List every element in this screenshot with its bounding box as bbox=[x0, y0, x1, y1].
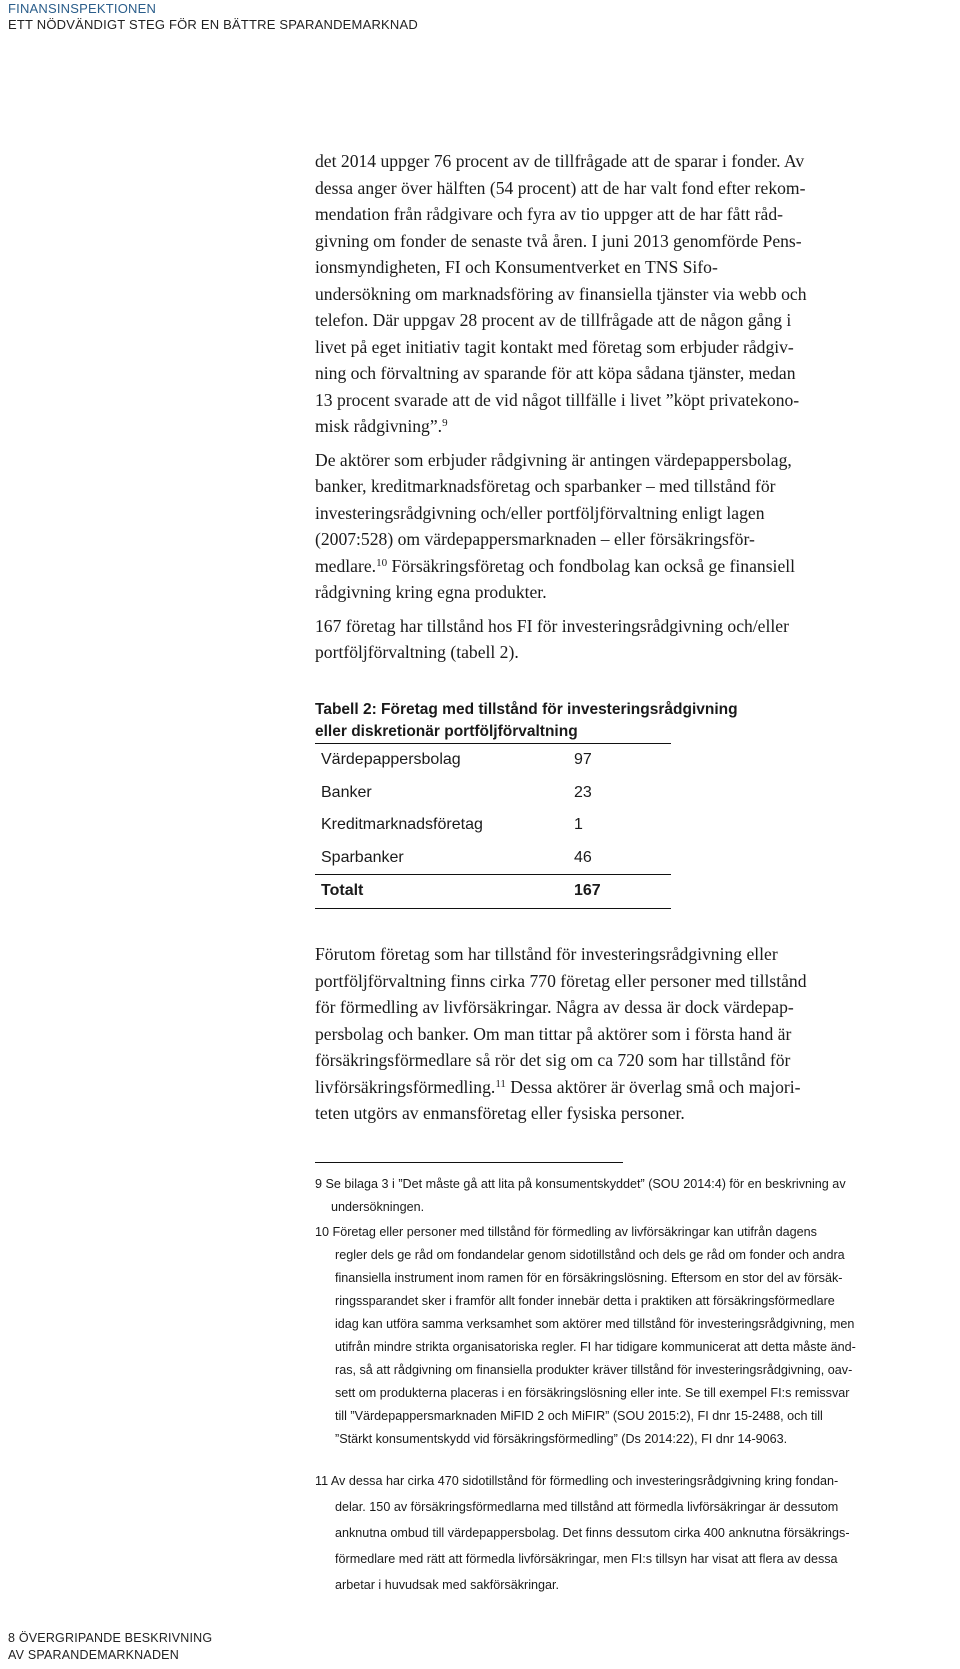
footnote-line: idag kan utföra samma verksamhet som aktörer med tillstånd för investeringsrådgivning, men bbox=[335, 1317, 855, 1331]
text-line: teten utgörs av enmansföretag eller fysiska personer. bbox=[315, 1103, 685, 1123]
footnote-separator bbox=[315, 1162, 623, 1163]
table-cell-value: 23 bbox=[574, 783, 592, 801]
table-cell-label: Värdepappersbolag bbox=[321, 751, 461, 768]
text-line: banker, kreditmarknadsföretag och sparbanker – med tillstånd för bbox=[315, 476, 776, 496]
text-line: Förutom företag som har tillstånd för investeringsrådgivning eller bbox=[315, 944, 778, 964]
text-line: ning och förvaltning av sparande för att köpa sådana tjänster, medan bbox=[315, 363, 796, 383]
footnote-line: arbetar i huvudsak med sakförsäkringar. bbox=[335, 1578, 559, 1592]
footnote-line: regler dels ge råd om fondandelar genom sidotillstånd och dels ge råd om fonder och andra bbox=[335, 1248, 845, 1262]
table-cell-label: Kreditmarknadsföretag bbox=[321, 816, 483, 833]
footnote-11 bbox=[315, 1468, 945, 1598]
table-title: Tabell 2: Företag med tillstånd för investeringsrådgivning bbox=[315, 701, 738, 718]
text-fragment: Dessa aktörer är överlag små och majori- bbox=[505, 1076, 801, 1097]
footnote-line: till ”Värdepappersmarknaden MiFID 2 och MiFIR” (SOU 2015:2), FI dnr 15-2488, och till bbox=[335, 1409, 823, 1423]
text-line: telefon. Där uppgav 28 procent av de tillfrågade att de någon gång i bbox=[315, 310, 792, 330]
text-line: 167 företag har tillstånd hos FI för investeringsrådgivning och/eller bbox=[315, 615, 789, 636]
footnote-line: 11 Av dessa har cirka 470 sidotillstånd för förmedling och investeringsrådgivning kring fondan- bbox=[315, 1474, 839, 1488]
count-paragraph bbox=[315, 613, 940, 666]
text-line: givning om fonder de senaste två åren. I juni 2013 genomförde Pens- bbox=[315, 230, 802, 251]
actors-paragraph bbox=[315, 447, 940, 606]
table-total-label: Totalt bbox=[321, 882, 364, 899]
table-cell-value: 46 bbox=[574, 848, 592, 866]
text-fragment: medlare. bbox=[315, 555, 377, 576]
text-line: för förmedling av livförsäkringar. Några av dessa är dock värdepap- bbox=[315, 997, 794, 1017]
footnote-line: anknutna ombud till värdepappersbolag. Det finns dessutom cirka 400 anknutna försäkrings- bbox=[335, 1526, 850, 1540]
text-line: undersökning om marknadsföring av finansiella tjänster via webb och bbox=[315, 283, 807, 304]
text-line bbox=[315, 413, 940, 440]
text-fragment: Försäkringsföretag och fondbolag kan också ge finansiell bbox=[387, 555, 796, 576]
text-line: dessa anger över hälften (54 procent) att de har valt fond efter rekom- bbox=[315, 177, 806, 198]
text-line bbox=[315, 553, 940, 580]
table-total-value: 167 bbox=[574, 882, 601, 899]
table-bottom-rule bbox=[315, 908, 671, 909]
text-line: livet på eget initiativ tagit kontakt med företag som erbjuder rådgiv- bbox=[315, 336, 794, 357]
text-line: De aktörer som erbjuder rådgivning är antingen värdepappersbolag, bbox=[315, 449, 792, 470]
header-title: ETT NÖDVÄNDIGT STEG FÖR EN BÄTTRE SPARANDEMARKNAD bbox=[8, 17, 418, 32]
table-row bbox=[315, 842, 671, 875]
footnote-line: finansiella instrument inom ramen för en försäkringslösning. Eftersom en stor del av försäk- bbox=[335, 1271, 843, 1285]
footnote-10 bbox=[315, 1221, 945, 1451]
footnote-line: delar. 150 av försäkringsförmedlarna med tillstånd att förmedla livförsäkringar är dessutom bbox=[335, 1500, 839, 1514]
text-line: (2007:528) om värdepappersmarknaden – eller försäkringsför- bbox=[315, 529, 755, 549]
intro-paragraph bbox=[315, 148, 940, 440]
text-line bbox=[315, 1074, 940, 1101]
table-cell-value: 97 bbox=[574, 751, 592, 768]
table-cell-value: 1 bbox=[574, 816, 583, 833]
table-row bbox=[315, 744, 671, 777]
header-org: FINANSINSPEKTIONEN bbox=[8, 1, 157, 16]
body-upper bbox=[315, 148, 940, 673]
table-row bbox=[315, 809, 671, 842]
text-fragment: livförsäkringsförmedling. bbox=[315, 1076, 496, 1097]
text-line: portföljförvaltning (tabell 2). bbox=[315, 642, 519, 662]
footnote-line: utifrån mindre strikta organisatoriska regler. FI har tidigare kommunicerat att detta måste änd- bbox=[335, 1340, 856, 1354]
footnote-line: ”Stärkt konsumentskydd vid försäkringsförmedling” (Ds 2014:22), FI dnr 14-9063. bbox=[335, 1432, 788, 1446]
table-title: eller diskretionär portföljförvaltning bbox=[315, 723, 578, 740]
table-total-row bbox=[315, 875, 671, 908]
footnote-line: 10 Företag eller personer med tillstånd för förmedling av livförsäkringar kan utifrån dagens bbox=[315, 1225, 817, 1239]
text-fragment: misk rådgivning”. bbox=[315, 416, 443, 436]
text-line: portföljförvaltning finns cirka 770 företag eller personer med tillstånd bbox=[315, 970, 807, 991]
intermediaries-paragraph bbox=[315, 941, 940, 1127]
footnote-ref-9[interactable]: 9 bbox=[442, 417, 448, 429]
text-line: 13 procent svarade att de vid något tillfälle i livet ”köpt privatekono- bbox=[315, 389, 800, 410]
text-line: persbolag och banker. Om man tittar på aktörer som i första hand är bbox=[315, 1023, 792, 1044]
text-line: mendation från rådgivare och fyra av tio uppger att de har fått råd- bbox=[315, 204, 783, 224]
text-line: det 2014 uppger 76 procent av de tillfrågade att de sparar i fonder. Av bbox=[315, 151, 805, 171]
body-lower bbox=[315, 941, 940, 1134]
footnote-line: förmedlare med rätt att förmedla livförsäkringar, men FI:s tillsyn har visat att flera av dessa bbox=[335, 1552, 838, 1566]
text-line: ionsmyndigheten, FI och Konsumentverket en TNS Sifo- bbox=[315, 257, 718, 277]
text-line: investeringsrådgivning och/eller portföljförvaltning enligt lagen bbox=[315, 502, 765, 523]
footnote-line: ringssparandet sker i framför allt fonder innebär detta i praktiken att försäkringsförmedlare bbox=[335, 1294, 835, 1308]
footnote-9 bbox=[315, 1173, 945, 1219]
footnote-line: undersökningen. bbox=[331, 1200, 425, 1214]
footnote-line: 9 Se bilaga 3 i ”Det måste gå att lita på konsumentskyddet” (SOU 2014:4) för en beskrivning av bbox=[315, 1177, 846, 1191]
footer-page-label: 8 ÖVERGRIPANDE BESKRIVNING bbox=[8, 1631, 213, 1645]
footnote-line: sett om produkterna placeras i en försäkringslösning eller inte. Se till exempel FI:s remissvar bbox=[335, 1386, 850, 1400]
text-line: rådgivning kring egna produkter. bbox=[315, 582, 547, 602]
footnote-line: ras, så att rådgivning om finansiella produkter kräver tillstånd för investeringsrådgivning, oav- bbox=[335, 1363, 853, 1377]
footnote-ref-10[interactable]: 10 bbox=[376, 556, 388, 569]
table-row bbox=[315, 777, 671, 810]
footnote-ref-11[interactable]: 11 bbox=[495, 1077, 506, 1090]
firms-table bbox=[315, 699, 738, 909]
table-cell-label: Banker bbox=[321, 783, 372, 801]
footer-section-label: AV SPARANDEMARKNADEN bbox=[8, 1648, 179, 1662]
text-line: försäkringsförmedlare så rör det sig om ca 720 som har tillstånd för bbox=[315, 1050, 791, 1070]
table-cell-label: Sparbanker bbox=[321, 848, 404, 866]
